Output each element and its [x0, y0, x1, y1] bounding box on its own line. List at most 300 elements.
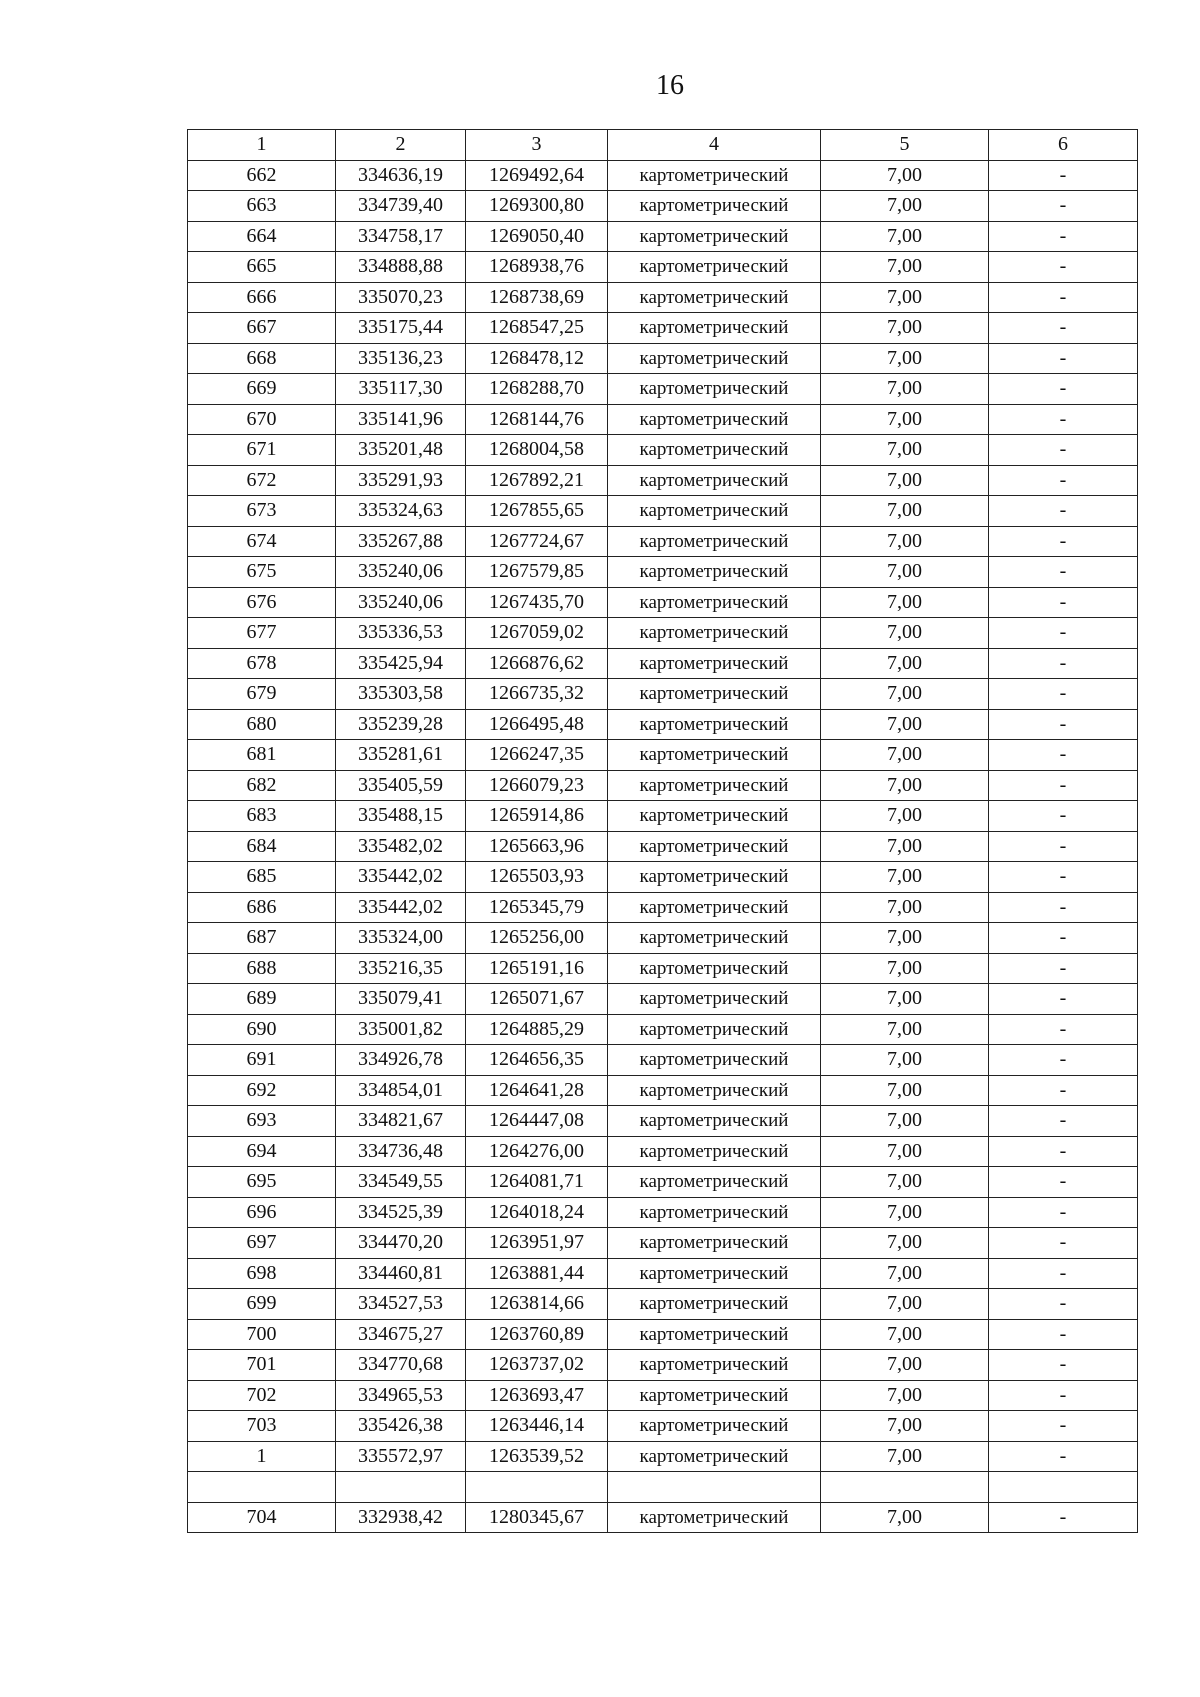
description-cell: -: [989, 557, 1138, 588]
method-cell: картометрический: [608, 160, 821, 191]
accuracy-cell: 7,00: [821, 435, 989, 466]
method-cell: картометрический: [608, 313, 821, 344]
y-coordinate-cell: 1263737,02: [466, 1350, 608, 1381]
description-cell: -: [989, 1319, 1138, 1350]
description-cell: -: [989, 221, 1138, 252]
x-coordinate-cell: 335324,63: [336, 496, 466, 527]
y-coordinate-cell: 1268478,12: [466, 343, 608, 374]
table-header-row: [188, 130, 1138, 161]
point-number-cell: 695: [188, 1167, 336, 1198]
y-coordinate-cell: 1268547,25: [466, 313, 608, 344]
accuracy-cell: 7,00: [821, 1075, 989, 1106]
point-number-cell: 666: [188, 282, 336, 313]
method-cell: картометрический: [608, 435, 821, 466]
method-cell: картометрический: [608, 252, 821, 283]
method-cell: картометрический: [608, 1350, 821, 1381]
method-cell: картометрический: [608, 923, 821, 954]
method-cell: картометрический: [608, 1045, 821, 1076]
accuracy-cell: 7,00: [821, 557, 989, 588]
y-coordinate-cell: 1263760,89: [466, 1319, 608, 1350]
method-cell: картометрический: [608, 1502, 821, 1533]
table-row: [188, 740, 1138, 771]
x-coordinate-cell: 335488,15: [336, 801, 466, 832]
x-coordinate-cell: 335426,38: [336, 1411, 466, 1442]
table-row: [188, 1258, 1138, 1289]
method-cell: картометрический: [608, 1258, 821, 1289]
point-number-cell: 691: [188, 1045, 336, 1076]
y-coordinate-cell: 1264081,71: [466, 1167, 608, 1198]
description-cell: -: [989, 496, 1138, 527]
table-row: [188, 313, 1138, 344]
table-row: [188, 1472, 1138, 1503]
table-row: [188, 831, 1138, 862]
accuracy-cell: 7,00: [821, 1045, 989, 1076]
point-number-cell: 684: [188, 831, 336, 862]
method-cell: картометрический: [608, 526, 821, 557]
x-coordinate-cell: 335079,41: [336, 984, 466, 1015]
accuracy-cell: 7,00: [821, 984, 989, 1015]
y-coordinate-cell: 1265914,86: [466, 801, 608, 832]
table-row: [188, 1350, 1138, 1381]
y-coordinate-cell: 1263881,44: [466, 1258, 608, 1289]
accuracy-cell: 7,00: [821, 404, 989, 435]
method-cell: картометрический: [608, 831, 821, 862]
accuracy-cell: 7,00: [821, 1289, 989, 1320]
accuracy-cell: 7,00: [821, 1136, 989, 1167]
table-row: [188, 1045, 1138, 1076]
x-coordinate-cell: 334770,68: [336, 1350, 466, 1381]
method-cell: картометрический: [608, 953, 821, 984]
point-number-cell: 698: [188, 1258, 336, 1289]
table-row: [188, 526, 1138, 557]
table-row: [188, 1441, 1138, 1472]
description-cell: -: [989, 1228, 1138, 1259]
method-cell: картометрический: [608, 709, 821, 740]
accuracy-cell: 7,00: [821, 953, 989, 984]
table-row: [188, 892, 1138, 923]
accuracy-cell: 7,00: [821, 801, 989, 832]
method-cell: картометрический: [608, 343, 821, 374]
x-coordinate-cell: 334758,17: [336, 221, 466, 252]
description-cell: -: [989, 1075, 1138, 1106]
table-row: [188, 770, 1138, 801]
y-coordinate-cell: 1263446,14: [466, 1411, 608, 1442]
y-coordinate-cell: 1265071,67: [466, 984, 608, 1015]
y-coordinate-cell: 1266876,62: [466, 648, 608, 679]
method-cell: картометрический: [608, 1289, 821, 1320]
description-cell: -: [989, 1167, 1138, 1198]
y-coordinate-cell: 1266495,48: [466, 709, 608, 740]
accuracy-cell: 7,00: [821, 892, 989, 923]
x-coordinate-cell: 335070,23: [336, 282, 466, 313]
table-row: [188, 618, 1138, 649]
accuracy-cell: 7,00: [821, 587, 989, 618]
point-number-cell: 699: [188, 1289, 336, 1320]
accuracy-cell: 7,00: [821, 679, 989, 710]
accuracy-cell: 7,00: [821, 191, 989, 222]
x-coordinate-cell: 334675,27: [336, 1319, 466, 1350]
method-cell: картометрический: [608, 1197, 821, 1228]
table-row: [188, 1380, 1138, 1411]
y-coordinate-cell: 1267059,02: [466, 618, 608, 649]
accuracy-cell: 7,00: [821, 374, 989, 405]
table-row: [188, 465, 1138, 496]
x-coordinate-cell: 335267,88: [336, 526, 466, 557]
point-number-cell: 693: [188, 1106, 336, 1137]
y-coordinate-cell: 1263693,47: [466, 1380, 608, 1411]
y-coordinate-cell: 1266247,35: [466, 740, 608, 771]
accuracy-cell: 7,00: [821, 1167, 989, 1198]
point-number-cell: 696: [188, 1197, 336, 1228]
table-row: [188, 953, 1138, 984]
x-coordinate-cell: 334854,01: [336, 1075, 466, 1106]
method-cell: картометрический: [608, 587, 821, 618]
method-cell: картометрический: [608, 557, 821, 588]
point-number-cell: 663: [188, 191, 336, 222]
table-row: [188, 1289, 1138, 1320]
table-row: [188, 374, 1138, 405]
y-coordinate-cell: 1269300,80: [466, 191, 608, 222]
y-coordinate-cell: 1266735,32: [466, 679, 608, 710]
x-coordinate-cell: 332938,42: [336, 1502, 466, 1533]
point-number-cell: 701: [188, 1350, 336, 1381]
point-number-cell: 672: [188, 465, 336, 496]
description-cell: -: [989, 1258, 1138, 1289]
point-number-cell: 679: [188, 679, 336, 710]
x-coordinate-cell: 335291,93: [336, 465, 466, 496]
x-coordinate-cell: 335240,06: [336, 587, 466, 618]
method-cell: картометрический: [608, 1380, 821, 1411]
accuracy-cell: 7,00: [821, 618, 989, 649]
table-row: [188, 404, 1138, 435]
point-number-cell: 673: [188, 496, 336, 527]
y-coordinate-cell: 1265663,96: [466, 831, 608, 862]
table-row: [188, 923, 1138, 954]
description-cell: -: [989, 1411, 1138, 1442]
point-number-cell: 692: [188, 1075, 336, 1106]
table-row: [188, 1014, 1138, 1045]
accuracy-cell: 7,00: [821, 831, 989, 862]
y-coordinate-cell: 1268738,69: [466, 282, 608, 313]
point-number-cell: 668: [188, 343, 336, 374]
y-coordinate-cell: 1268288,70: [466, 374, 608, 405]
point-number-cell: 665: [188, 252, 336, 283]
x-coordinate-cell: 334965,53: [336, 1380, 466, 1411]
point-number-cell: 694: [188, 1136, 336, 1167]
accuracy-cell: 7,00: [821, 282, 989, 313]
method-cell: картометрический: [608, 465, 821, 496]
table-row: [188, 343, 1138, 374]
y-coordinate-cell: 1280345,67: [466, 1502, 608, 1533]
accuracy-cell: 7,00: [821, 1411, 989, 1442]
point-number-cell: 675: [188, 557, 336, 588]
accuracy-cell: 7,00: [821, 1197, 989, 1228]
table-row: [188, 801, 1138, 832]
point-number-cell: 676: [188, 587, 336, 618]
table-row: [188, 1411, 1138, 1442]
y-coordinate-cell: 1268004,58: [466, 435, 608, 466]
y-coordinate-cell: 1267724,67: [466, 526, 608, 557]
point-number-cell: 669: [188, 374, 336, 405]
x-coordinate-cell: 335442,02: [336, 862, 466, 893]
description-cell: -: [989, 801, 1138, 832]
point-number-cell: 704: [188, 1502, 336, 1533]
accuracy-cell: 7,00: [821, 343, 989, 374]
description-cell: -: [989, 404, 1138, 435]
method-cell: картометрический: [608, 984, 821, 1015]
description-cell: -: [989, 648, 1138, 679]
point-number-cell: 662: [188, 160, 336, 191]
y-coordinate-cell: 1269050,40: [466, 221, 608, 252]
point-number-cell: 690: [188, 1014, 336, 1045]
table-row: [188, 160, 1138, 191]
point-number-cell: 671: [188, 435, 336, 466]
table-row: [188, 191, 1138, 222]
point-number-cell: 678: [188, 648, 336, 679]
y-coordinate-cell: 1264276,00: [466, 1136, 608, 1167]
method-cell: картометрический: [608, 221, 821, 252]
accuracy-cell: 7,00: [821, 770, 989, 801]
table-row: [188, 1228, 1138, 1259]
x-coordinate-cell: 335425,94: [336, 648, 466, 679]
point-number-cell: 687: [188, 923, 336, 954]
x-coordinate-cell: 335336,53: [336, 618, 466, 649]
y-coordinate-cell: 1264447,08: [466, 1106, 608, 1137]
page-number: 16: [656, 70, 684, 101]
method-cell: картометрический: [608, 1075, 821, 1106]
method-cell: картометрический: [608, 374, 821, 405]
accuracy-cell: 7,00: [821, 1350, 989, 1381]
description-cell: -: [989, 374, 1138, 405]
description-cell: -: [989, 1014, 1138, 1045]
point-number-cell: 664: [188, 221, 336, 252]
table-row: [188, 557, 1138, 588]
x-coordinate-cell: 334736,48: [336, 1136, 466, 1167]
method-cell: картометрический: [608, 1167, 821, 1198]
method-cell: картометрический: [608, 191, 821, 222]
method-cell: картометрический: [608, 801, 821, 832]
method-cell: картометрический: [608, 740, 821, 771]
point-number-cell: 680: [188, 709, 336, 740]
x-coordinate-cell: 334926,78: [336, 1045, 466, 1076]
y-coordinate-cell: 1263539,52: [466, 1441, 608, 1472]
point-number-cell: 674: [188, 526, 336, 557]
point-number-cell: 667: [188, 313, 336, 344]
accuracy-cell: 7,00: [821, 1441, 989, 1472]
description-cell: -: [989, 465, 1138, 496]
accuracy-cell: 7,00: [821, 709, 989, 740]
accuracy-cell: 7,00: [821, 648, 989, 679]
description-cell: -: [989, 1441, 1138, 1472]
method-cell: картометрический: [608, 892, 821, 923]
accuracy-cell: 7,00: [821, 1228, 989, 1259]
table-row: [188, 282, 1138, 313]
method-cell: картометрический: [608, 679, 821, 710]
x-coordinate-cell: [336, 1472, 466, 1503]
description-cell: -: [989, 1289, 1138, 1320]
x-coordinate-cell: 335405,59: [336, 770, 466, 801]
description-cell: -: [989, 831, 1138, 862]
y-coordinate-cell: 1264885,29: [466, 1014, 608, 1045]
description-cell: -: [989, 252, 1138, 283]
x-coordinate-cell: 334460,81: [336, 1258, 466, 1289]
method-cell: картометрический: [608, 648, 821, 679]
y-coordinate-cell: 1267892,21: [466, 465, 608, 496]
x-coordinate-cell: 335216,35: [336, 953, 466, 984]
x-coordinate-cell: 335281,61: [336, 740, 466, 771]
point-number-cell: 689: [188, 984, 336, 1015]
accuracy-cell: 7,00: [821, 465, 989, 496]
table-row: [188, 252, 1138, 283]
y-coordinate-cell: [466, 1472, 608, 1503]
accuracy-cell: 7,00: [821, 1380, 989, 1411]
point-number-cell: 681: [188, 740, 336, 771]
y-coordinate-cell: 1265256,00: [466, 923, 608, 954]
method-cell: картометрический: [608, 1228, 821, 1259]
method-cell: картометрический: [608, 404, 821, 435]
table-row: [188, 1106, 1138, 1137]
point-number-cell: 683: [188, 801, 336, 832]
accuracy-cell: 7,00: [821, 1014, 989, 1045]
y-coordinate-cell: 1265191,16: [466, 953, 608, 984]
point-number-cell: 700: [188, 1319, 336, 1350]
table-row: [188, 984, 1138, 1015]
description-cell: -: [989, 984, 1138, 1015]
x-coordinate-cell: 335324,00: [336, 923, 466, 954]
description-cell: -: [989, 526, 1138, 557]
x-coordinate-cell: 335136,23: [336, 343, 466, 374]
column-header: 4: [608, 130, 821, 161]
method-cell: картометрический: [608, 282, 821, 313]
accuracy-cell: 7,00: [821, 1319, 989, 1350]
x-coordinate-cell: 335175,44: [336, 313, 466, 344]
point-number-cell: 686: [188, 892, 336, 923]
x-coordinate-cell: 334527,53: [336, 1289, 466, 1320]
point-number-cell: 688: [188, 953, 336, 984]
y-coordinate-cell: 1263951,97: [466, 1228, 608, 1259]
column-header: 1: [188, 130, 336, 161]
column-header: 6: [989, 130, 1138, 161]
method-cell: картометрический: [608, 770, 821, 801]
table-row: [188, 648, 1138, 679]
point-number-cell: 682: [188, 770, 336, 801]
x-coordinate-cell: 335117,30: [336, 374, 466, 405]
description-cell: -: [989, 435, 1138, 466]
description-cell: -: [989, 191, 1138, 222]
point-number-cell: 697: [188, 1228, 336, 1259]
table-row: [188, 679, 1138, 710]
point-number-cell: 677: [188, 618, 336, 649]
method-cell: картометрический: [608, 1441, 821, 1472]
x-coordinate-cell: 334470,20: [336, 1228, 466, 1259]
accuracy-cell: 7,00: [821, 1106, 989, 1137]
description-cell: -: [989, 1380, 1138, 1411]
description-cell: -: [989, 679, 1138, 710]
accuracy-cell: 7,00: [821, 252, 989, 283]
description-cell: -: [989, 923, 1138, 954]
x-coordinate-cell: 334821,67: [336, 1106, 466, 1137]
column-header: 2: [336, 130, 466, 161]
table-row: [188, 1502, 1138, 1533]
description-cell: -: [989, 618, 1138, 649]
y-coordinate-cell: 1264018,24: [466, 1197, 608, 1228]
description-cell: [989, 1472, 1138, 1503]
point-number-cell: 702: [188, 1380, 336, 1411]
x-coordinate-cell: 334636,19: [336, 160, 466, 191]
x-coordinate-cell: 334739,40: [336, 191, 466, 222]
description-cell: -: [989, 282, 1138, 313]
point-number-cell: 685: [188, 862, 336, 893]
y-coordinate-cell: 1264656,35: [466, 1045, 608, 1076]
y-coordinate-cell: 1269492,64: [466, 160, 608, 191]
table-row: [188, 1167, 1138, 1198]
point-number-cell: 1: [188, 1441, 336, 1472]
x-coordinate-cell: 334888,88: [336, 252, 466, 283]
accuracy-cell: 7,00: [821, 862, 989, 893]
point-number-cell: [188, 1472, 336, 1503]
method-cell: картометрический: [608, 1014, 821, 1045]
x-coordinate-cell: 335240,06: [336, 557, 466, 588]
method-cell: картометрический: [608, 1106, 821, 1137]
y-coordinate-cell: 1263814,66: [466, 1289, 608, 1320]
method-cell: [608, 1472, 821, 1503]
point-number-cell: 670: [188, 404, 336, 435]
description-cell: -: [989, 709, 1138, 740]
accuracy-cell: 7,00: [821, 923, 989, 954]
method-cell: картометрический: [608, 1319, 821, 1350]
accuracy-cell: 7,00: [821, 313, 989, 344]
table-row: [188, 709, 1138, 740]
x-coordinate-cell: 334525,39: [336, 1197, 466, 1228]
x-coordinate-cell: 335303,58: [336, 679, 466, 710]
y-coordinate-cell: 1267855,65: [466, 496, 608, 527]
description-cell: -: [989, 1350, 1138, 1381]
x-coordinate-cell: 335001,82: [336, 1014, 466, 1045]
description-cell: -: [989, 1136, 1138, 1167]
table-row: [188, 435, 1138, 466]
column-header: 3: [466, 130, 608, 161]
x-coordinate-cell: 335572,97: [336, 1441, 466, 1472]
table-row: [188, 1136, 1138, 1167]
table-body: [188, 160, 1138, 1533]
method-cell: картометрический: [608, 618, 821, 649]
description-cell: -: [989, 862, 1138, 893]
y-coordinate-cell: 1265345,79: [466, 892, 608, 923]
accuracy-cell: 7,00: [821, 160, 989, 191]
x-coordinate-cell: 334549,55: [336, 1167, 466, 1198]
y-coordinate-cell: 1267579,85: [466, 557, 608, 588]
table-row: [188, 221, 1138, 252]
method-cell: картометрический: [608, 1411, 821, 1442]
description-cell: -: [989, 1045, 1138, 1076]
table-row: [188, 496, 1138, 527]
description-cell: -: [989, 343, 1138, 374]
description-cell: -: [989, 770, 1138, 801]
y-coordinate-cell: 1268938,76: [466, 252, 608, 283]
point-number-cell: 703: [188, 1411, 336, 1442]
description-cell: -: [989, 953, 1138, 984]
y-coordinate-cell: 1264641,28: [466, 1075, 608, 1106]
accuracy-cell: 7,00: [821, 1502, 989, 1533]
y-coordinate-cell: 1267435,70: [466, 587, 608, 618]
table-row: [188, 1075, 1138, 1106]
table-row: [188, 1319, 1138, 1350]
accuracy-cell: 7,00: [821, 221, 989, 252]
description-cell: -: [989, 587, 1138, 618]
accuracy-cell: 7,00: [821, 526, 989, 557]
x-coordinate-cell: 335482,02: [336, 831, 466, 862]
y-coordinate-cell: 1266079,23: [466, 770, 608, 801]
